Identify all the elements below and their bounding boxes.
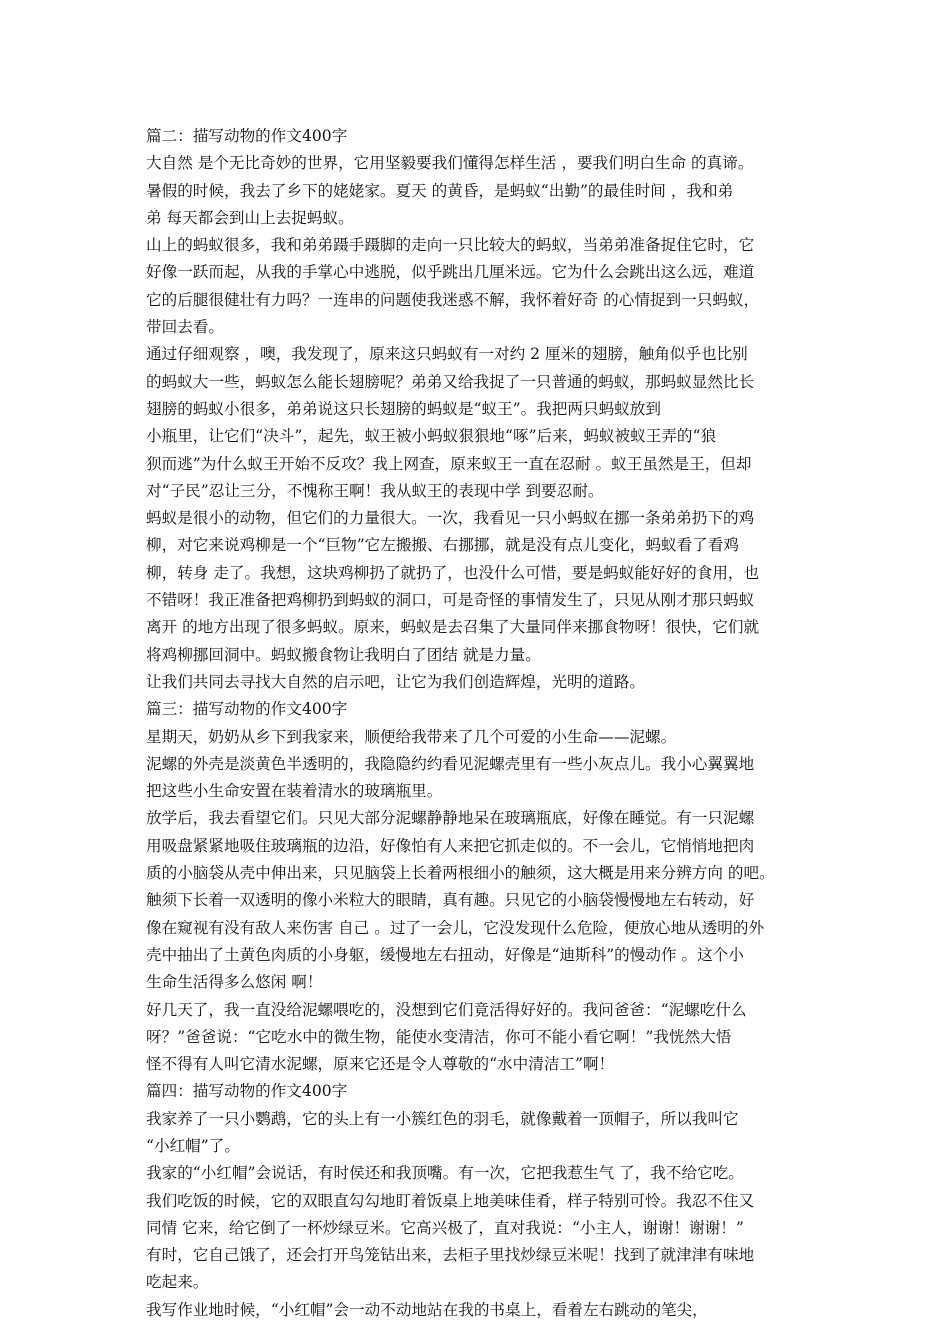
- text-line: 暑假的时候，我去了乡下的姥姥家。夏天 的黄昏，是蚂蚁“出勤”的最佳时间 ，我和弟: [146, 181, 734, 200]
- text-line: 对“子民”忍让三分，不愧称王啊！我从蚁王的表现中学 到要忍耐。: [146, 481, 604, 500]
- text-line: 质的小脑袋从壳中伸出来，只见脑袋上长着两根细小的触须，这大概是用来分辨方向 的吧。: [146, 864, 775, 883]
- text-line: 我家养了一只小鹦鹉，它的头上有一小簇红色的羽毛，就像戴着一顶帽子，所以我叫它: [146, 1109, 739, 1128]
- text-line: 放学后，我去看望它们。只见大部分泥螺静静地呆在玻璃瓶底，好像在睡觉。有一只泥螺: [146, 809, 755, 828]
- text-line: 柳，转身 走了。我想，这块鸡柳扔了就扔了，也没什么可惜，要是蚂蚁能好好的食用，也: [146, 563, 760, 582]
- text-line: 壳中抽出了土黄色肉质的小身躯，缓慢地左右扭动，好像是“迪斯科”的慢动作 。这个小: [146, 945, 744, 964]
- text-line: 吃起来。: [146, 1273, 209, 1292]
- text-line: 篇二：描写动物的作文400字: [146, 127, 348, 145]
- text-line: 篇三：描写动物的作文400字: [146, 700, 348, 719]
- text-line: 有时，它自己饿了，还会打开鸟笼钻出来，去柜子里找炒绿豆米呢！找到了就津津有味地: [146, 1246, 755, 1265]
- text-line: 不错呀！我正准备把鸡柳扔到蚂蚁的洞口，可是奇怪的事情发生了，只见从刚才那只蚂蚁: [146, 591, 755, 610]
- text-line: 用吸盘紧紧地吸住玻璃瓶的边沿，好像怕有人来把它抓走似的。不一会儿，它悄悄地把肉: [146, 836, 755, 855]
- text-line: 把这些小生命安置在装着清水的玻璃瓶里。: [146, 782, 443, 801]
- text-line: 同情 它来，给它倒了一杯炒绿豆米。它高兴极了，直对我说：“小主人，谢谢！谢谢！”: [146, 1218, 744, 1237]
- text-line: 山上的蚂蚁很多，我和弟弟蹑手蹑脚的走向一只比较大的蚂蚁，当弟弟准备捉住它时，它: [146, 236, 755, 255]
- text-line: 篇四：描写动物的作文400字: [146, 1082, 348, 1101]
- text-line: 我写作业地时候，“小红帽”会一动不动地站在我的书桌上，看着左右跳动的笔尖，: [146, 1300, 708, 1319]
- text-line: 蚂蚁是很小的动物，但它们的力量很大。一次，我看见一只小蚂蚁在挪一条弟弟扔下的鸡: [146, 509, 755, 528]
- text-line: 怪不得有人叫它清水泥螺，原来它还是令人尊敬的“水中清洁工”啊！: [146, 1055, 615, 1074]
- text-line: 触须下长着一双透明的像小米粒大的眼睛，真有趣。只见它的小脑袋慢慢地左右转动，好: [146, 891, 755, 910]
- text-line: 好几天了，我一直没给泥螺喂吃的，没想到它们竟活得好好的。我问爸爸：“泥螺吃什么: [146, 1000, 747, 1019]
- text-line: 我们吃饭的时候，它的双眼直勾勾地盯着饭桌上地美味佳肴，样子特别可怜。我忍不住又: [146, 1191, 755, 1210]
- text-line: 像在窥视有没有敌人来伤害 自己 。过了一会儿，它没发现什么危险，便放心地从透明的外: [146, 918, 765, 937]
- text-line: 小瓶里，让它们“决斗”，起先，蚁王被小蚂蚁狠狠地“啄”后来，蚂蚁被蚁王弄的“狼: [146, 427, 717, 446]
- text-line: 好像一跃而起，从我的手掌心中逃脱，似乎跳出几厘米远。它为什么会跳出这么远，难道: [146, 263, 755, 282]
- text-line: 柳，对它来说鸡柳是一个“巨物”它左搬搬、右挪挪，就是没有点儿变化，蚂蚁看了看鸡: [146, 536, 739, 555]
- text-line: 带回去看。: [146, 318, 224, 337]
- text-line: 大自然 是个无比奇妙的世界，它用坚毅要我们懂得怎样生活 ，要我们明白生命 的真谛。: [146, 154, 754, 173]
- text-line: “小红帽”了。: [146, 1136, 240, 1155]
- text-line: 它的后腿很健壮有力吗？一连串的问题使我迷惑不解，我怀着好奇 的心情捉到一只蚂蚁，: [146, 290, 760, 309]
- text-line: 我家的“小红帽”会说话，有时侯还和我顶嘴。有一次，它把我惹生气 了，我不给它吃。: [146, 1164, 744, 1183]
- text-line: 狈而逃”为什么蚁王开始不反攻？我上网查，原来蚁王一直在忍耐 。蚁王虽然是王，但却: [146, 454, 752, 473]
- text-line: 生命生活得多么悠闲 啊！: [146, 973, 323, 992]
- document-body: [146, 123, 816, 1324]
- text-line: 让我们共同去寻找大自然的启示吧，让它为我们创造辉煌，光明的道路。: [146, 672, 646, 691]
- text-line: 翅膀的蚂蚁小很多，弟弟说这只长翅膀的蚂蚁是“蚁王”。我把两只蚂蚁放到: [146, 399, 661, 418]
- text-line: 将鸡柳挪回洞中。蚂蚁搬食物让我明白了团结 就是力量。: [146, 645, 541, 664]
- text-line: 的蚂蚁大一些，蚂蚁怎么能长翅膀呢？弟弟又给我捉了一只普通的蚂蚁，那蚂蚁显然比长: [146, 372, 755, 391]
- text-line: 弟 每天都会到山上去捉蚂蚁。: [146, 208, 354, 227]
- text-line: 呀？”爸爸说：“它吃水中的微生物，能使水变清洁，你可不能小看它啊！”我恍然大悟: [146, 1027, 732, 1046]
- text-line: 通过仔细观察 ，噢，我发现了，原来这只蚂蚁有一对约 2 厘米的翅膀，触角似乎也比别: [146, 345, 748, 364]
- text-line: 星期天，奶奶从乡下到我家来，顺便给我带来了几个可爱的小生命——泥螺。: [146, 727, 677, 746]
- text-line: 离开 的地方出现了很多蚂蚁。原来，蚂蚁是去召集了大量同伴来挪食物呀！很快，它们就: [146, 618, 760, 637]
- text-line: 泥螺的外壳是淡黄色半透明的，我隐隐约约看见泥螺壳里有一些小灰点儿。我小心翼翼地: [146, 754, 755, 773]
